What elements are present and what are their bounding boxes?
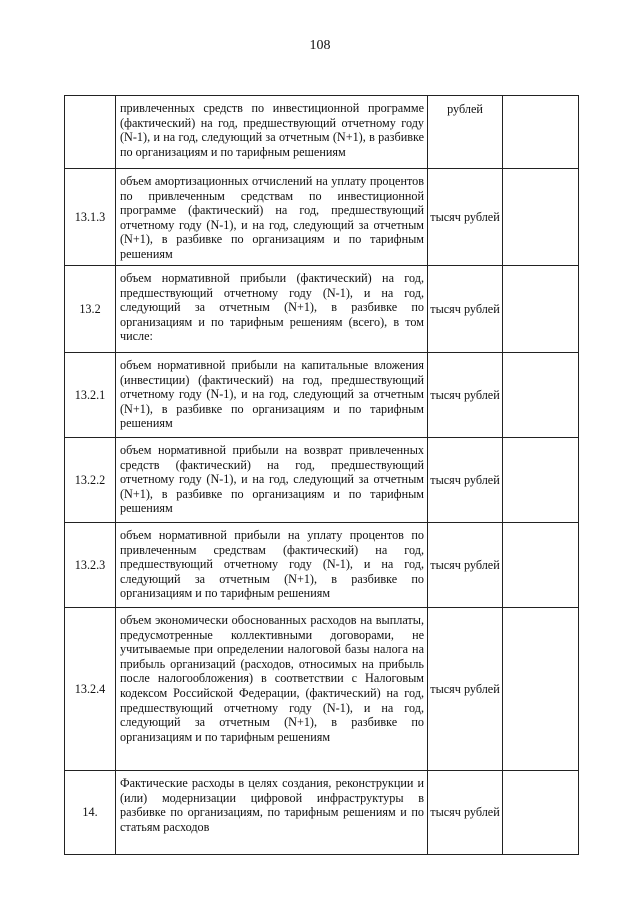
row-number: 13.2.1 [65,353,116,438]
table-row [65,771,579,855]
row-description: привлеченных средств по инвестиционной программе (фактический) на год, предшествующий отчетному году (N-1), и на год, следующий за отчетным (N+1), в разбивке по организациям и по тарифным решениям [116,96,428,169]
row-description: объем экономически обоснованных расходов на выплаты, предусмотренные коллективными договорами, не учитываемые при определении налоговой базы налога на прибыль организаций (расходов, относимых на прибыль после налогообложения) в соответствии с Налоговым кодексом Российской Федерации, (фактический) на год, предшествующий отчетному году (N-1), и на год, следующий за отчетным (N+1), в разбивке по организациям и по тарифным решениям [116,608,428,771]
row-description: объем нормативной прибыли на капитальные вложения (инвестиции) (фактический) на год, предшествующий отчетному году (N-1), и на год, следующий за отчетным (N+1), в разбивке по организациям и по тарифным решениям [116,353,428,438]
row-number [65,96,116,169]
row-value [503,608,579,771]
row-unit: тысяч рублей [428,608,503,771]
indicators-table [64,95,579,855]
table-row [65,353,579,438]
page-number: 108 [309,38,331,53]
row-unit: тысяч рублей [428,353,503,438]
row-number: 13.2.2 [65,438,116,523]
row-value [503,771,579,855]
row-unit: тысяч рублей [428,266,503,353]
table-row [65,523,579,608]
row-unit: тысяч рублей [428,169,503,266]
row-description: объем нормативной прибыли (фактический) на год, предшествующий отчетному году (N-1), и на год, следующий за отчетным (N+1), в разбивке по организациям и по тарифным решениям (всего), в том числе: [116,266,428,353]
row-number: 13.2 [65,266,116,353]
table-row [65,169,579,266]
row-unit: тысяч рублей [428,523,503,608]
row-value [503,96,579,169]
row-value [503,438,579,523]
row-number: 13.2.4 [65,608,116,771]
table-row [65,266,579,353]
row-number: 14. [65,771,116,855]
row-description: объем нормативной прибыли на уплату процентов по привлеченным средствам (фактический) на год, предшествующий отчетному году (N-1), и на год, следующий за отчетным (N+1), в разбивке по организациям и по тарифным решениям [116,523,428,608]
row-unit: тысяч рублей [428,438,503,523]
table-row [65,96,579,169]
row-value [503,169,579,266]
row-value [503,266,579,353]
row-value [503,523,579,608]
row-value [503,353,579,438]
table-row [65,438,579,523]
row-number: 13.1.3 [65,169,116,266]
row-description: объем амортизационных отчислений на уплату процентов по привлеченным средствам по инвестиционной программе (фактический) на год, предшествующий отчетному году (N-1), и на год, следующий за отчетным (N+1), в разбивке по организациям и по тарифным решениям [116,169,428,266]
row-number: 13.2.3 [65,523,116,608]
table-row [65,608,579,771]
row-description: Фактические расходы в целях создания, реконструкции и (или) модернизации цифровой инфраструктуры в разбивке по организациям, по тарифным решениям и по статьям расходов [116,771,428,855]
row-unit: рублей [428,96,503,169]
row-description: объем нормативной прибыли на возврат привлеченных средств (фактический) на год, предшествующий отчетному году (N-1), и на год, следующий за отчетным (N+1), в разбивке по организациям и по тарифным решениям [116,438,428,523]
row-unit: тысяч рублей [428,771,503,855]
